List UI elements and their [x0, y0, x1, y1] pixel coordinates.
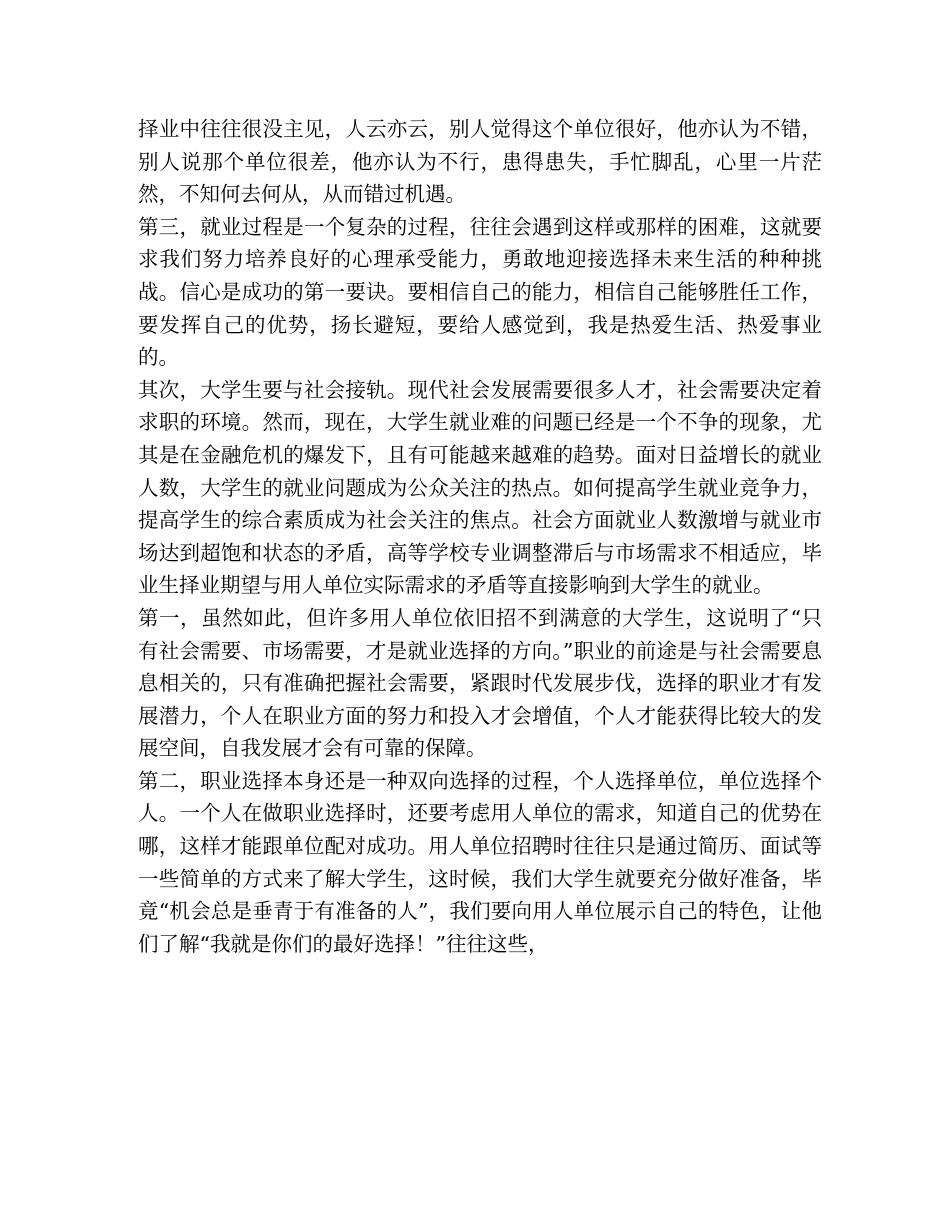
paragraph-5: 第二，职业选择本身还是一种双向选择的过程，个人选择单位，单位选择个人。一个人在做职业选择时，还要考虑用人单位的需求，知道自己的优势在哪，这样才能跟单位配对成功。用人单位招聘时往往只是通过简历、面试等一些简单的方式来了解大学生，这时候，我们大学生就要充分做好准备，毕竟“机会总是垂青于有准备的人”，我们要向用人单位展示自己的特色，让他们了解“我就是你们的最好选择！”往往这些， — [138, 768, 822, 956]
paragraph-2: 第三，就业过程是一个复杂的过程，往往会遇到这样或那样的困难，这就要求我们努力培养良好的心理承受能力，勇敢地迎接选择未来生活的种种挑战。信心是成功的第一要诀。要相信自己的能力，相信自己能够胜任工作，要发挥自己的优势，扬长避短，要给人感觉到，我是热爱生活、热爱事业的。 — [138, 214, 822, 370]
paragraph-4: 第一，虽然如此，但许多用人单位依旧招不到满意的大学生，这说明了“只有社会需要、市场需要，才是就业选择的方向。”职业的前途是与社会需要息息相关的，只有准确把握社会需要，紧跟时代发展步伐，选择的职业才有发展潜力，个人在职业方面的努力和投入才会增值，个人才能获得比较大的发展空间，自我发展才会有可靠的保障。 — [138, 605, 822, 761]
paragraph-1: 择业中往往很没主见，人云亦云，别人觉得这个单位很好，他亦认为不错，别人说那个单位很差，他亦认为不行，患得患失，手忙脚乱，心里一片茫然，不知何去何从，从而错过机遇。 — [138, 117, 822, 207]
paragraph-3: 其次，大学生要与社会接轨。现代社会发展需要很多人才，社会需要决定着求职的环境。然而，现在，大学生就业难的问题已经是一个不争的现象，尤其是在金融危机的爆发下，且有可能越来越难的趋势。面对日益增长的就业人数，大学生的就业问题成为公众关注的热点。如何提高学生就业竞争力，提高学生的综合素质成为社会关注的焦点。社会方面就业人数激增与就业市场达到超饱和状态的矛盾，高等学校专业调整滞后与市场需求不相适应，毕业生择业期望与用人单位实际需求的矛盾等直接影响到大学生的就业。 — [138, 377, 822, 598]
document-body — [138, 113, 822, 960]
